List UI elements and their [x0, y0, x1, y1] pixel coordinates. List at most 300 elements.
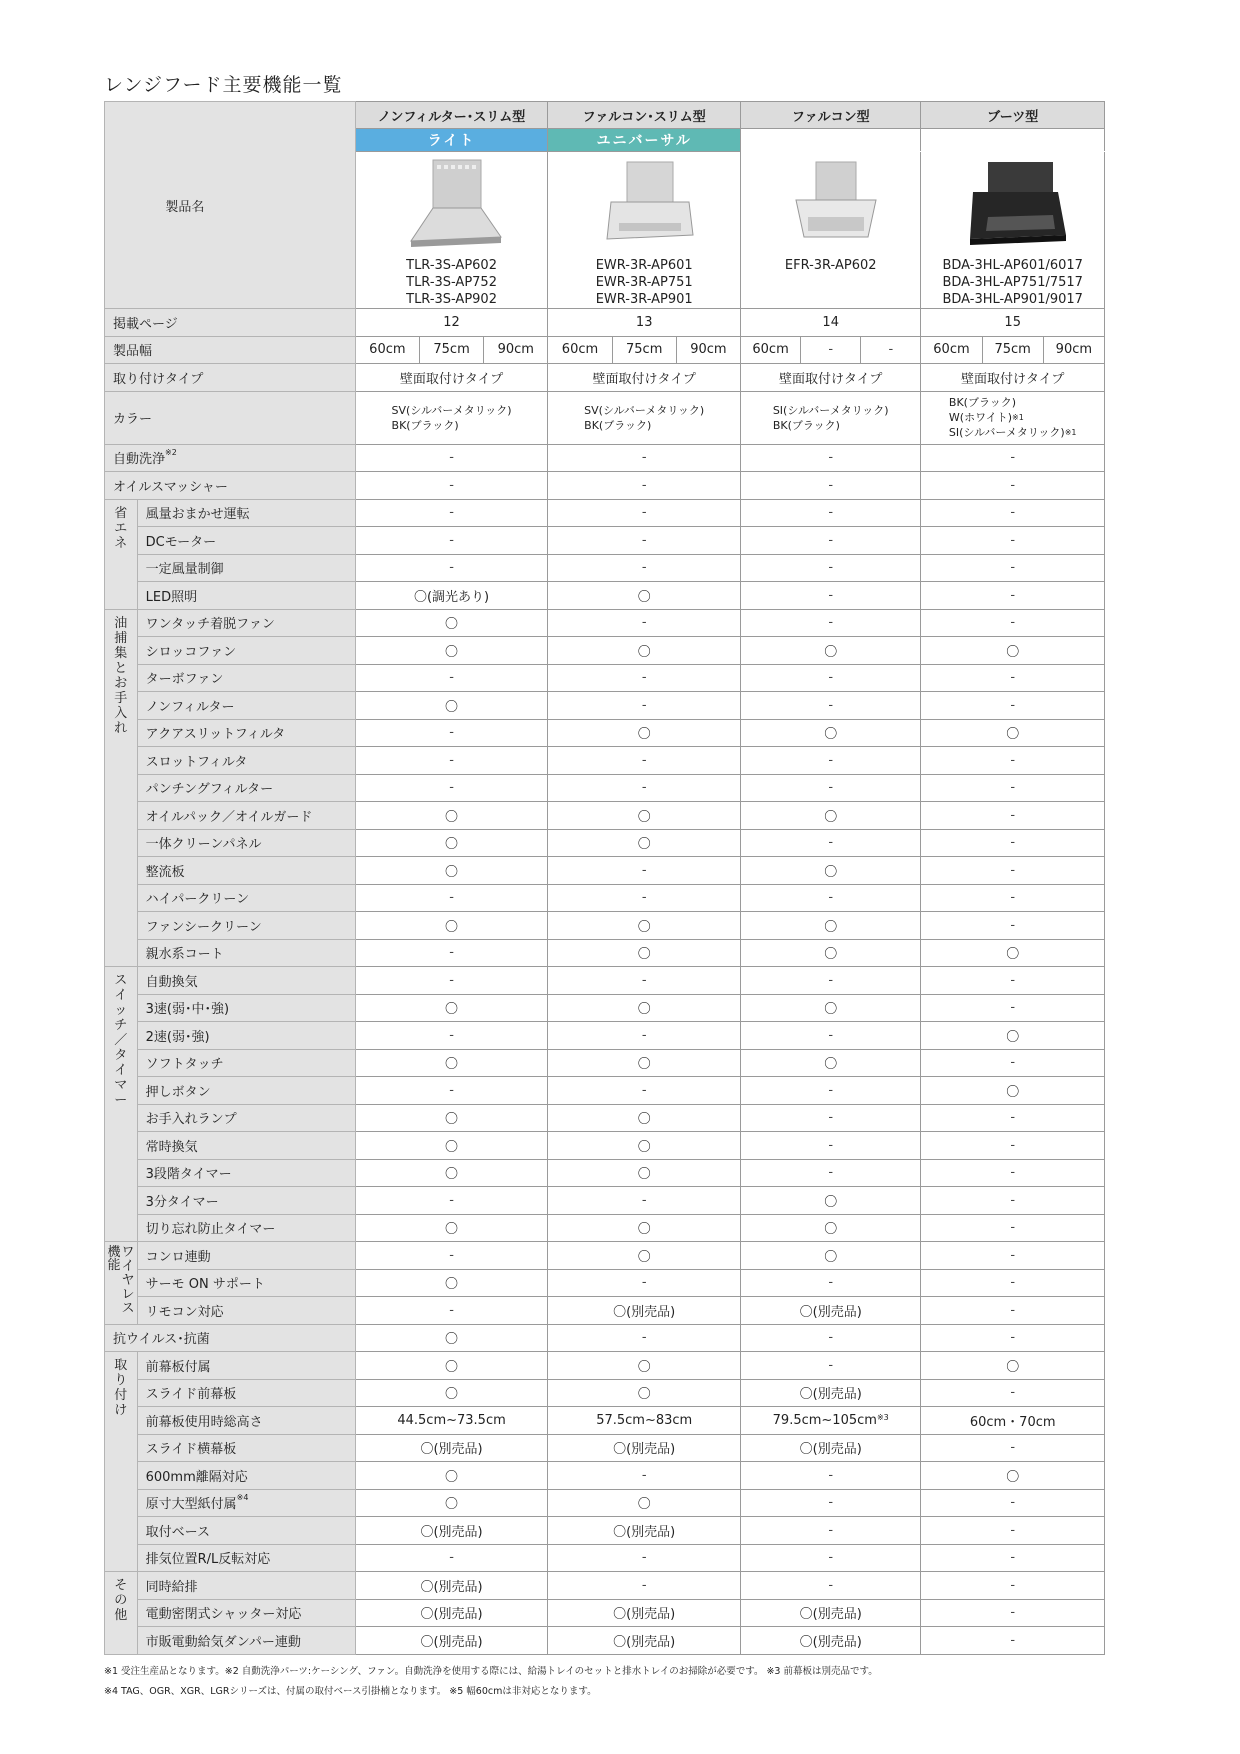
- spec-value-text: 〇: [445, 864, 459, 880]
- spec-value-text: -: [641, 697, 647, 713]
- spec-value: -: [741, 1324, 921, 1352]
- color-option: [584, 403, 704, 418]
- model-list: [356, 257, 548, 308]
- subtype-banner: ユニバーサル: [548, 129, 741, 152]
- spec-value-text: 〇: [1006, 1029, 1020, 1045]
- spec-value-text: -: [1010, 835, 1016, 851]
- spec-value-text: 〇: [824, 864, 838, 880]
- spec-value: [548, 994, 741, 1022]
- row-label-text: ターボファン: [145, 672, 224, 688]
- color-option-text: BK(ブラック): [584, 418, 652, 432]
- row-label-text: LED照明: [145, 589, 198, 605]
- spec-value: [741, 527, 921, 555]
- width-value: 90cm: [1043, 336, 1104, 364]
- spec-value: [548, 582, 741, 610]
- spec-value: [355, 829, 548, 857]
- spec-value: [921, 664, 1105, 692]
- spec-value-text: 〇: [445, 919, 459, 935]
- spec-value-text: 60cm・70cm: [969, 1414, 1056, 1430]
- color-option-text: BK(ブラック): [391, 418, 459, 432]
- spec-value-text: 〇: [637, 1359, 651, 1375]
- spec-value-text: 〇: [637, 837, 651, 853]
- spec-value-text: -: [828, 1495, 834, 1511]
- model-list: [548, 257, 740, 308]
- product-cell: [355, 152, 548, 309]
- footnote-line: ※1 受注生産品となります。※2 自動洗浄パーツ:ケーシング、ファン。自動洗浄を使用する際には、給湯トレイのセットと排水トレイのお掃除が必要です。 ※3 前幕板は別売品です。: [104, 1666, 878, 1677]
- group-label-text: 取り付け: [114, 1358, 128, 1418]
- spec-value: [548, 499, 741, 527]
- row-label: [137, 1572, 355, 1600]
- row-label-text: 2速(弱･強): [145, 1029, 210, 1045]
- spec-value-text: 〇: [445, 1387, 459, 1403]
- group-label-text: 油捕集とお手入れ: [114, 615, 128, 736]
- spec-value: [741, 664, 921, 692]
- row-label: 製品幅: [105, 336, 356, 364]
- note-mark: ※3: [876, 1412, 889, 1422]
- spec-value: [921, 1599, 1105, 1627]
- spec-value: [355, 554, 548, 582]
- spec-value: [548, 1379, 741, 1407]
- spec-value: [741, 1159, 921, 1187]
- spec-value: 壁面取付けタイプ: [355, 364, 548, 392]
- spec-value-text: 〇: [445, 1112, 459, 1128]
- row-label: 抗ウイルス･抗菌: [105, 1324, 356, 1352]
- spec-value: -: [921, 1324, 1105, 1352]
- spec-value-text: -: [449, 780, 454, 796]
- spec-value-text: 〇: [445, 699, 459, 715]
- spec-value-text: -: [449, 1192, 454, 1208]
- row-label-text: 600mm離隔対応: [145, 1469, 248, 1485]
- row-label-text: 親水系コート: [145, 947, 224, 963]
- spec-value-text: -: [1010, 807, 1016, 823]
- spec-value: [741, 582, 921, 610]
- color-option: [392, 418, 512, 433]
- spec-value: [548, 1159, 741, 1187]
- color-list: [773, 403, 889, 433]
- spec-value: [921, 1544, 1105, 1572]
- spec-value: [355, 1269, 548, 1297]
- color-value: [921, 391, 1105, 444]
- spec-value: [355, 1022, 548, 1050]
- group-label: [105, 1352, 138, 1572]
- spec-value: [548, 747, 741, 775]
- row-label-text: オイルパック／オイルガード: [145, 809, 313, 825]
- spec-value-text: 〇(別売品): [420, 1607, 483, 1623]
- spec-value-text: -: [449, 505, 454, 521]
- spec-value-text: 〇: [637, 809, 651, 825]
- spec-value-text: 〇: [824, 947, 838, 963]
- spec-value: [548, 1104, 741, 1132]
- row-label-text: 原寸大型紙付属: [145, 1497, 237, 1513]
- color-option: [584, 418, 704, 433]
- spec-value: [355, 1407, 548, 1435]
- spec-value: [741, 802, 921, 830]
- spec-value-text: -: [828, 1357, 834, 1373]
- row-label: [137, 1214, 355, 1242]
- spec-value: [355, 994, 548, 1022]
- row-label: [137, 1599, 355, 1627]
- spec-value-text: -: [828, 1522, 834, 1538]
- spec-value: [741, 1352, 921, 1380]
- spec-value-text: 〇(別売品): [420, 1524, 483, 1540]
- spec-value-text: 〇: [445, 617, 459, 633]
- page-title: レンジフード主要機能一覧: [104, 74, 343, 96]
- row-label-text: 取付ベース: [145, 1524, 210, 1540]
- spec-value: [355, 664, 548, 692]
- spec-value: [355, 967, 548, 995]
- spec-value: [741, 1517, 921, 1545]
- spec-value: [355, 1132, 548, 1160]
- spec-value-text: -: [1010, 1192, 1016, 1208]
- spec-value-text: -: [449, 890, 454, 906]
- spec-value-text: -: [1010, 697, 1016, 713]
- spec-value-text: -: [641, 780, 647, 796]
- product-cell: [548, 152, 741, 309]
- spec-value: [548, 1132, 741, 1160]
- spec-value: [355, 1544, 548, 1572]
- row-label: 掲載ページ: [105, 309, 356, 337]
- spec-value: [355, 1434, 548, 1462]
- spec-value-text: -: [449, 1082, 454, 1098]
- spec-value: [548, 692, 741, 720]
- row-label: [137, 1352, 355, 1380]
- spec-value-text: 〇: [637, 727, 651, 743]
- row-label: [137, 554, 355, 582]
- spec-value: [921, 609, 1105, 637]
- row-label: [137, 1187, 355, 1215]
- spec-value-text: -: [1010, 1055, 1016, 1071]
- spec-value-text: 〇: [1006, 727, 1020, 743]
- type-header: ファルコン型: [741, 102, 921, 129]
- spec-value-text: -: [641, 972, 647, 988]
- spec-value: [355, 1572, 548, 1600]
- spec-value-text: -: [641, 890, 647, 906]
- spec-value: [741, 1297, 921, 1325]
- spec-value: [548, 1297, 741, 1325]
- group-label-text: その他: [114, 1578, 128, 1623]
- group-label-text: スイッチ／タイマー: [114, 973, 128, 1108]
- row-label: [137, 664, 355, 692]
- spec-value-text: 〇: [445, 1222, 459, 1238]
- spec-value: [741, 884, 921, 912]
- row-label: [137, 609, 355, 637]
- row-label-text: 一体クリーンパネル: [145, 837, 262, 853]
- spec-value: [741, 1407, 921, 1435]
- spec-value: [548, 884, 741, 912]
- row-label: [137, 1242, 355, 1270]
- row-label-text: 前幕板付属: [145, 1359, 211, 1375]
- spec-value: [548, 637, 741, 665]
- row-label-text: DCモーター: [145, 534, 217, 550]
- spec-value: [741, 912, 921, 940]
- spec-value-text: -: [641, 532, 647, 548]
- spec-value: [921, 692, 1105, 720]
- group-label: [105, 499, 138, 609]
- spec-value: [921, 747, 1105, 775]
- spec-value: -: [548, 472, 741, 500]
- spec-value: -: [355, 472, 548, 500]
- spec-value-text: -: [828, 505, 834, 521]
- spec-value-text: -: [449, 532, 454, 548]
- spec-value: [741, 1544, 921, 1572]
- spec-value: 壁面取付けタイプ: [741, 364, 921, 392]
- row-label: [137, 884, 355, 912]
- spec-value: [741, 1022, 921, 1050]
- width-value: 90cm: [676, 336, 740, 364]
- row-label-text: ソフトタッチ: [145, 1057, 224, 1073]
- spec-value: [741, 554, 921, 582]
- spec-value: [548, 1434, 741, 1462]
- spec-value: [741, 829, 921, 857]
- model-number: EFR-3R-AP602: [784, 258, 877, 273]
- spec-value: [548, 939, 741, 967]
- spec-value: [355, 1159, 548, 1187]
- spec-value-text: -: [828, 752, 834, 768]
- spec-value-text: 〇: [445, 1002, 459, 1018]
- spec-value-text: -: [828, 1550, 834, 1566]
- spec-value-text: -: [1010, 1550, 1016, 1566]
- row-label-text: 3段階タイマー: [145, 1167, 232, 1183]
- spec-value: [921, 1132, 1105, 1160]
- spec-value-text: 79.5cm~105cm: [772, 1412, 877, 1428]
- spec-value-text: -: [1010, 862, 1016, 878]
- spec-value: [921, 1297, 1105, 1325]
- spec-value-text: 〇: [445, 1057, 459, 1073]
- type-header: ブーツ型: [921, 102, 1105, 129]
- spec-value: [355, 912, 548, 940]
- width-value: 60cm: [921, 336, 982, 364]
- spec-value-text: 〇(別売品): [613, 1524, 676, 1540]
- spec-value: [741, 1379, 921, 1407]
- spec-value-text: -: [1010, 615, 1016, 631]
- spec-value-text: -: [449, 1247, 454, 1263]
- spec-value-text: 〇: [445, 1139, 459, 1155]
- row-label: [137, 912, 355, 940]
- spec-value: [548, 774, 741, 802]
- width-value: -: [861, 336, 921, 364]
- spec-value: [921, 1104, 1105, 1132]
- spec-value: [921, 1269, 1105, 1297]
- spec-value: [548, 1544, 741, 1572]
- spec-value-text: -: [828, 1165, 834, 1181]
- spec-value: 15: [921, 309, 1105, 337]
- model-list: [741, 257, 920, 274]
- spec-value: [921, 912, 1105, 940]
- spec-value-text: 〇(調光あり): [413, 589, 490, 605]
- spec-value-text: 〇: [637, 947, 651, 963]
- spec-value: [741, 994, 921, 1022]
- spec-value: [741, 747, 921, 775]
- spec-value-text: -: [828, 697, 834, 713]
- spec-value-text: -: [1010, 1577, 1016, 1593]
- group-label-text: ワイヤレス: [121, 1245, 135, 1316]
- row-label: [137, 1489, 355, 1517]
- spec-value-text: -: [449, 1550, 454, 1566]
- spec-value-text: 〇: [824, 1057, 838, 1073]
- spec-value: [921, 719, 1105, 747]
- spec-value-text: -: [449, 725, 454, 741]
- spec-value: [921, 829, 1105, 857]
- row-label: [137, 1517, 355, 1545]
- spec-value-text: 〇: [445, 1167, 459, 1183]
- spec-value-text: -: [641, 1467, 647, 1483]
- product-cell: [741, 152, 921, 309]
- model-number: TLR-3S-AP902: [406, 292, 497, 307]
- spec-value-text: 〇(別売品): [613, 1634, 676, 1650]
- spec-value-text: 〇: [824, 1249, 838, 1265]
- spec-value-text: -: [641, 670, 647, 686]
- color-value: [548, 391, 741, 444]
- footnote-line: ※4 TAG、OGR、XGR、LGRシリーズは、付属の取付ベース引掛楠となります。 ※5 幅60cmは非対応となります。: [104, 1686, 597, 1697]
- spec-value: [921, 499, 1105, 527]
- spec-value: [548, 1599, 741, 1627]
- spec-value: [355, 939, 548, 967]
- spec-value: [921, 1242, 1105, 1270]
- row-label-text: ワンタッチ着脱ファン: [145, 617, 275, 633]
- spec-value: [921, 1572, 1105, 1600]
- spec-value-text: 〇(別売品): [799, 1304, 862, 1320]
- row-label-text: オイルスマッシャー: [113, 479, 228, 495]
- range-hood-falcon-icon: [741, 152, 920, 257]
- spec-value: [921, 967, 1105, 995]
- range-hood-slim-silver-icon: [356, 152, 548, 257]
- row-label-text: コンロ連動: [145, 1249, 211, 1265]
- spec-value: [741, 1269, 921, 1297]
- spec-value: [548, 1022, 741, 1050]
- spec-value: [921, 1627, 1105, 1655]
- row-label: [137, 1132, 355, 1160]
- spec-value: [741, 692, 921, 720]
- row-label-text: 同時給排: [145, 1579, 198, 1595]
- spec-value: [741, 1489, 921, 1517]
- spec-value-text: -: [449, 1027, 454, 1043]
- spec-value-text: -: [1010, 1632, 1016, 1648]
- spec-value-text: 〇: [637, 1139, 651, 1155]
- spec-value: [355, 1214, 548, 1242]
- spec-value-text: 〇(別売品): [613, 1304, 676, 1320]
- spec-value-text: -: [641, 862, 647, 878]
- note-mark: ※2: [165, 448, 177, 458]
- color-option-text: SV(シルバーメタリック): [584, 403, 705, 417]
- spec-value-text: 〇(別売品): [799, 1634, 862, 1650]
- spec-value: [355, 884, 548, 912]
- spec-value: [741, 857, 921, 885]
- row-label-text: 自動換気: [145, 974, 198, 990]
- spec-value: [921, 802, 1105, 830]
- spec-value: 壁面取付けタイプ: [921, 364, 1105, 392]
- spec-value-text: 〇(別売品): [613, 1442, 676, 1458]
- spec-value-text: 〇: [637, 1497, 651, 1513]
- spec-value-text: 〇: [637, 1167, 651, 1183]
- row-label-text: 常時換気: [145, 1139, 198, 1155]
- row-label-text: スライド前幕板: [145, 1387, 237, 1403]
- spec-value: [355, 637, 548, 665]
- row-label-text: 自動洗浄: [113, 452, 166, 468]
- color-option-text: SI(シルバーメタリック): [772, 403, 889, 417]
- spec-value-text: 〇: [1006, 1469, 1020, 1485]
- spec-value: [741, 719, 921, 747]
- color-option-text: SV(シルバーメタリック): [391, 403, 512, 417]
- spec-value: [921, 1352, 1105, 1380]
- spec-value-text: -: [641, 1192, 647, 1208]
- spec-value-text: -: [641, 1550, 647, 1566]
- spec-value-text: -: [449, 560, 454, 576]
- spec-value: [741, 609, 921, 637]
- group-label: [105, 967, 138, 1242]
- group-label: [105, 1572, 138, 1655]
- row-label: [137, 1022, 355, 1050]
- row-label: [137, 1544, 355, 1572]
- spec-value: [355, 499, 548, 527]
- spec-value: [355, 857, 548, 885]
- spec-value-text: -: [1010, 532, 1016, 548]
- model-number: TLR-3S-AP752: [406, 275, 497, 290]
- spec-value-text: 〇: [824, 919, 838, 935]
- row-label-text: お手入れランプ: [145, 1112, 237, 1128]
- spec-value-text: 〇(別売品): [420, 1634, 483, 1650]
- spec-value: [921, 527, 1105, 555]
- spec-value: [355, 1104, 548, 1132]
- row-label: 取り付けタイプ: [105, 364, 356, 392]
- spec-value: -: [548, 1324, 741, 1352]
- spec-value-text: 〇: [1006, 947, 1020, 963]
- row-label-text: ファンシークリーン: [145, 919, 262, 935]
- spec-value-text: -: [1010, 890, 1016, 906]
- row-label: [137, 1297, 355, 1325]
- spec-value-text: 〇: [637, 1002, 651, 1018]
- note-mark: ※1: [1064, 428, 1077, 437]
- row-label-text: ハイパークリーン: [145, 892, 250, 908]
- spec-value: [355, 1297, 548, 1325]
- color-option: [773, 403, 889, 418]
- spec-value-text: -: [828, 1577, 834, 1593]
- spec-value-text: -: [641, 1027, 647, 1043]
- spec-value: [921, 884, 1105, 912]
- spec-value: 壁面取付けタイプ: [548, 364, 741, 392]
- spec-value: [548, 967, 741, 995]
- spec-value: [921, 857, 1105, 885]
- spec-value: [548, 829, 741, 857]
- spec-value: [355, 582, 548, 610]
- row-label: [137, 499, 355, 527]
- subtype-banner: [741, 129, 921, 152]
- spec-value: [355, 719, 548, 747]
- spec-value-text: -: [1010, 752, 1016, 768]
- spec-value: [548, 1407, 741, 1435]
- color-option-text: BK(ブラック): [772, 418, 840, 432]
- spec-value: [741, 1077, 921, 1105]
- product-name-label: 製品名: [105, 102, 356, 309]
- spec-value-text: 〇: [1006, 1359, 1020, 1375]
- spec-value-text: -: [828, 1137, 834, 1153]
- row-label-text: 一定風量制御: [145, 562, 224, 578]
- spec-value: -: [921, 472, 1105, 500]
- spec-value-text: 〇(別売品): [799, 1387, 862, 1403]
- spec-value-text: -: [1010, 1302, 1016, 1318]
- row-label-text: 風量おまかせ運転: [145, 507, 250, 523]
- color-option-text: W(ホワイト): [948, 411, 1013, 424]
- spec-value: [355, 609, 548, 637]
- spec-value-text: -: [1010, 917, 1016, 933]
- spec-value: [921, 1077, 1105, 1105]
- row-label: [137, 527, 355, 555]
- spec-value-text: 〇: [445, 1497, 459, 1513]
- spec-value-text: 〇(別売品): [799, 1442, 862, 1458]
- spec-value-text: -: [828, 890, 834, 906]
- spec-value-text: -: [641, 1082, 647, 1098]
- model-number: EWR-3R-AP901: [595, 292, 693, 307]
- row-label-text: スライド横幕板: [145, 1442, 237, 1458]
